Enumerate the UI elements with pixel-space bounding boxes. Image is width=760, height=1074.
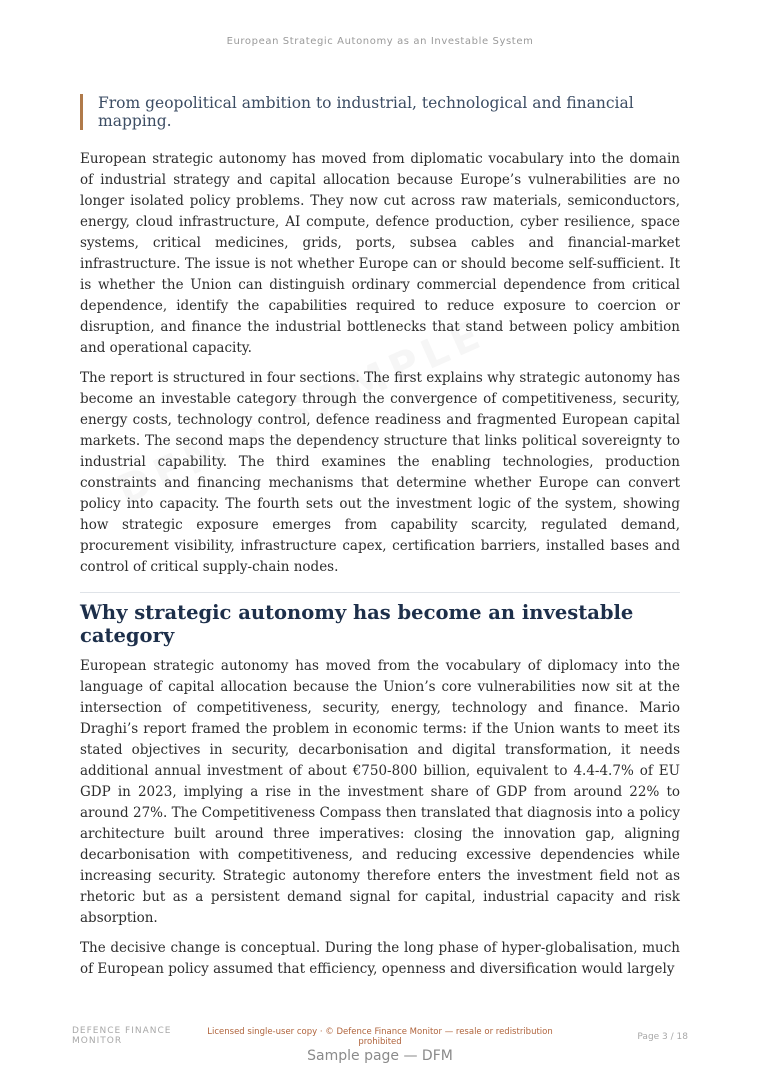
license-line-2: prohibited xyxy=(358,1037,402,1047)
sample-page-label: Sample page — DFM xyxy=(307,1048,453,1064)
footer-brand-line-1: DEFENCE FINANCE xyxy=(72,1026,172,1036)
footer-brand-line-2: MONITOR xyxy=(72,1036,123,1046)
footer-license-notice xyxy=(200,1027,560,1047)
section-heading: Why strategic autonomy has become an investable category xyxy=(80,601,634,647)
page-number: Page 3 / 18 xyxy=(637,1032,688,1042)
running-header: European Strategic Autonomy as an Investable System xyxy=(226,36,534,47)
section-paragraph-1: European strategic autonomy has moved from the vocabulary of diplomacy into the language of capital allocation because the Union’s core vulnerabilities now sit at the intersection of competitiveness, security, energy, technology and finance. Mario Draghi’s report framed the problem in economic terms: if the Union wants to meet its stated objectives in security, decarbonisation and digital transformation, it needs additional annual investment of about €750-800 billion, equivalent to 4.4-4.7% of EU GDP in 2023, implying a rise in the investment share of GDP from around 22% to around 27%. The Competitiveness Compass then translated that diagnosis into a policy architecture built around three imperatives: closing the innovation gap, aligning decarbonisation with competitiveness, and reducing excessive dependencies while increasing security. Strategic autonomy therefore enters the investment field not as rhetoric but as a persistent demand signal for capital, industrial capacity and risk absorption. xyxy=(80,658,680,926)
page-content xyxy=(80,92,680,989)
footer-brand xyxy=(72,1026,171,1046)
pull-quote: From geopolitical ambition to industrial, technological and financial mapping. xyxy=(80,94,680,130)
intro-paragraph-1: European strategic autonomy has moved from diplomatic vocabulary into the domain of industrial strategy and capital allocation because Europe’s vulnerabilities are no longer isolated policy problems. They now cut across raw materials, semiconductors, energy, cloud infrastructure, AI compute, defence production, cyber resilience, space systems, critical medicines, grids, ports, subsea cables and financial-market infrastructure. The issue is not whether Europe can or should become self-sufficient. It is whether the Union can distinguish ordinary commercial dependence from critical dependence, identify the capabilities required to reduce exposure to coercion or disruption, and finance the industrial bottlenecks that stand between policy ambition and operational capacity. xyxy=(80,151,680,356)
section-divider xyxy=(80,592,680,593)
section-paragraph-2: The decisive change is conceptual. During the long phase of hyper-globalisation, much of European policy assumed that efficiency, openness and diversification would largely xyxy=(80,940,680,977)
intro-paragraph-2: The report is structured in four sections. The first explains why strategic autonomy has become an investable category through the convergence of competitiveness, security, energy costs, technology control, defence readiness and fragmented European capital markets. The second maps the dependency structure that links political sovereignty to industrial capability. The third examines the enabling technologies, production constraints and financing mechanisms that determine whether Europe can convert policy into capacity. The fourth sets out the investment logic of the system, showing how strategic exposure emerges from capability scarcity, regulated demand, procurement visibility, infrastructure capex, certification barriers, installed bases and control of critical supply-chain nodes. xyxy=(80,370,680,575)
license-line-1: Licensed single-user copy · © Defence Finance Monitor — resale or redistribution xyxy=(207,1027,553,1037)
